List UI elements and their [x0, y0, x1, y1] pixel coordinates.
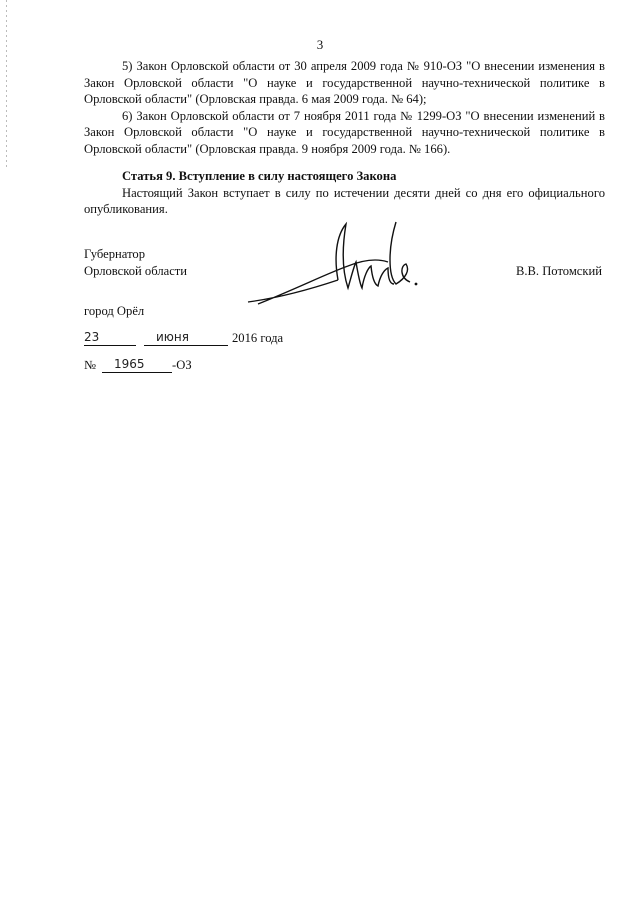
- city-name: город Орёл: [84, 304, 145, 318]
- document-body: [84, 58, 605, 218]
- date-day: 23: [84, 330, 136, 346]
- date-month: июня: [144, 330, 228, 346]
- article-text: Настоящий Закон вступает в силу по истечении десяти дней со дня его официального опубликования.: [84, 185, 605, 216]
- scan-margin-line: [6, 0, 7, 170]
- law-number: 1965: [102, 357, 172, 373]
- date-year: 2016 года: [232, 331, 284, 345]
- law-number-line: [84, 357, 192, 373]
- list-item-5: 5) Закон Орловской области от 30 апреля 2009 года № 910-ОЗ "О внесении изменения в Закон Орловской области "О науке и государственной научно-технической политике в Орловской области" (Орловская правда. 6 мая 2009 года. № 64);: [84, 59, 605, 106]
- handwritten-signature: [238, 218, 428, 310]
- position-line-2: Орловской области: [84, 264, 188, 278]
- position-line-1: Губернатор: [84, 247, 145, 261]
- number-sign: №: [84, 358, 97, 372]
- signatory-position: [84, 246, 187, 280]
- page-number: 3: [316, 37, 324, 52]
- list-item-6: 6) Закон Орловской области от 7 ноября 2011 года № 1299-ОЗ "О внесении изменений в Закон Орловской области "О науке и государственной научно-технической политике в Орловской области" (Орловская правда. 9 ноября 2009 года. № 166).: [84, 108, 605, 156]
- date-line: [84, 330, 283, 346]
- signatory-name: В.В. Потомский: [515, 264, 602, 278]
- article-title: Статья 9. Вступление в силу настоящего Закона: [122, 169, 397, 183]
- law-number-suffix: -ОЗ: [172, 358, 192, 372]
